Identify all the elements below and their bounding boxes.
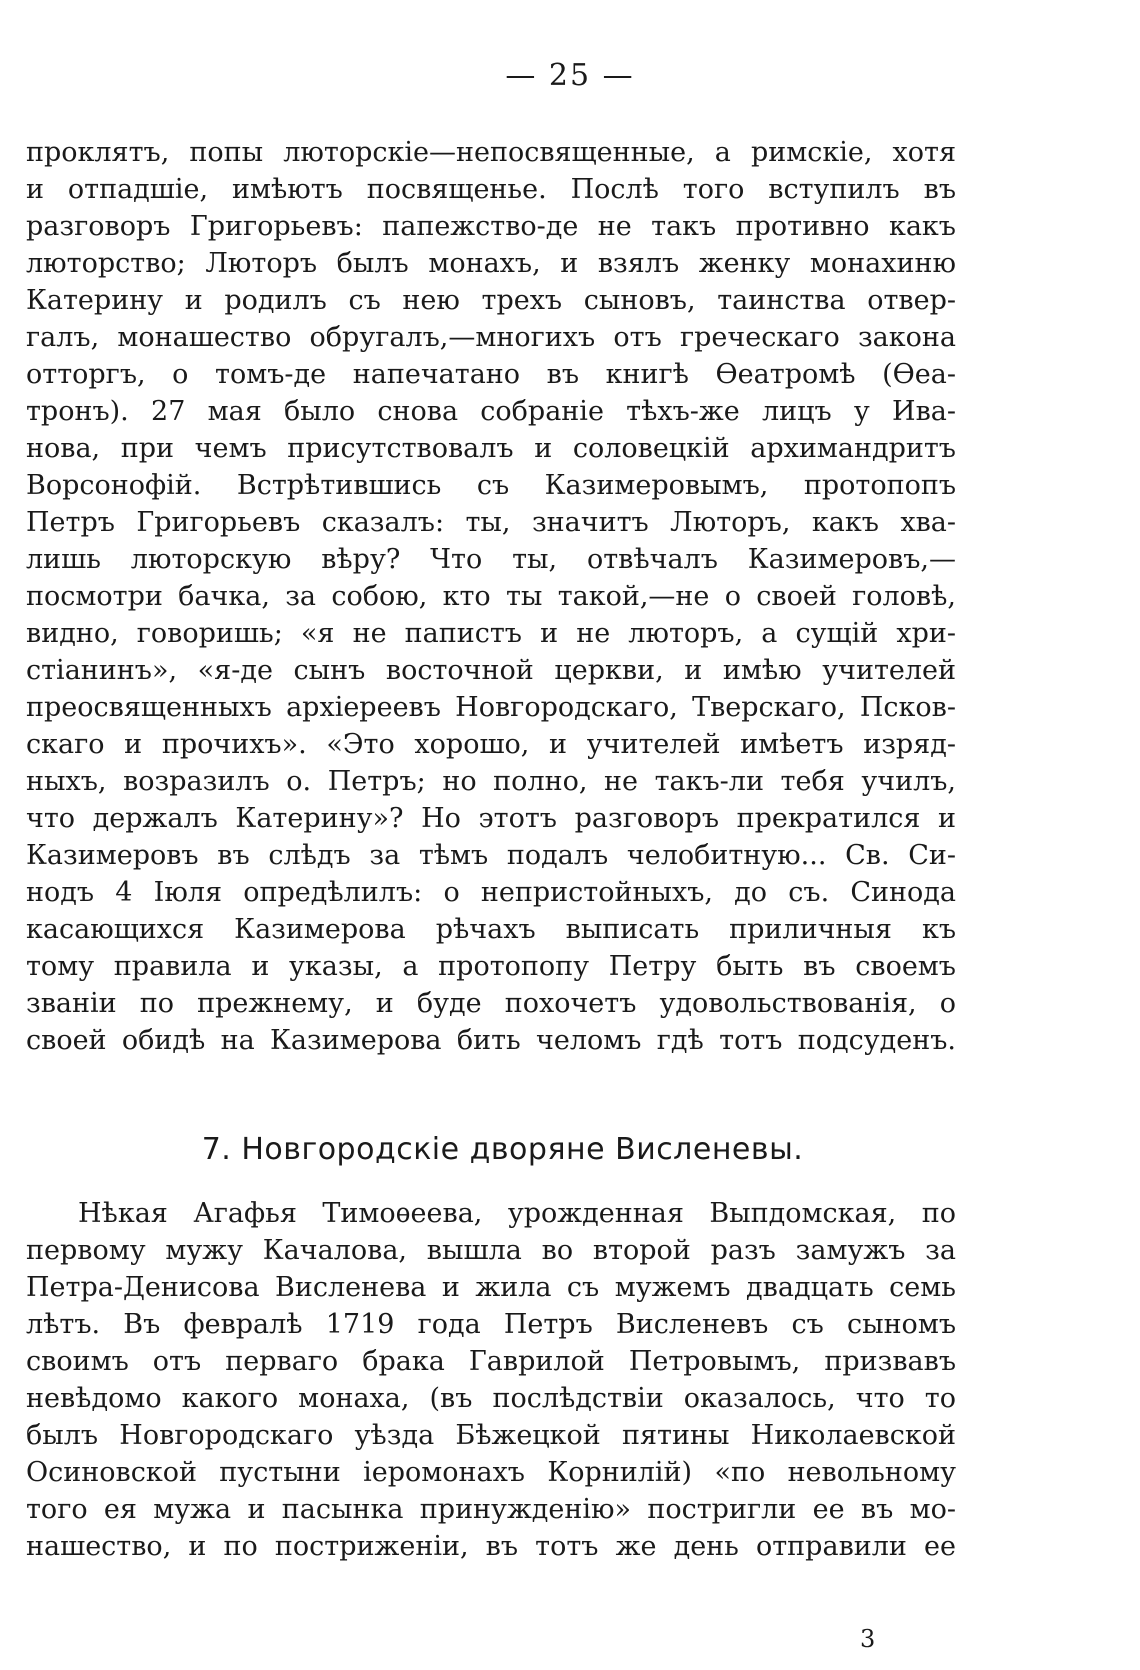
text-line: видно, говоришь; «я не папистъ и не люторъ, а сущій хри- — [26, 618, 956, 649]
text-line: касающихся Казимерова рѣчахъ выписать приличныя къ — [26, 914, 956, 945]
text-line: нодъ 4 Іюля опредѣлилъ: о непристойныхъ, до съ. Синода — [26, 877, 956, 908]
text-line: и отпадшіе, имѣютъ посвященье. Послѣ того вступилъ въ — [26, 174, 956, 205]
text-line: Казимеровъ въ слѣдъ за тѣмъ подалъ челобитную... Св. Си- — [26, 840, 956, 871]
text-line: отторгъ, о томъ-де напечатано въ книгѣ Ѳеатромѣ (Ѳеа- — [26, 359, 956, 390]
text-line: былъ Новгородскаго уѣзда Бѣжецкой пятины Николаевской — [26, 1420, 956, 1451]
text-line: Осиновской пустыни іеромонахъ Корнилій) «по невольному — [26, 1457, 956, 1488]
text-line: нова, при чемъ присутствовалъ и соловецкій архимандритъ — [26, 433, 956, 464]
text-line: Нѣкая Агафья Тимоѳеева, урожденная Выпдомская, по — [78, 1198, 956, 1229]
text-line: люторство; Люторъ былъ монахъ, и взялъ женку монахиню — [26, 248, 956, 279]
text-line: посмотри бачка, за собою, кто ты такой,—не о своей головѣ, — [26, 581, 956, 612]
text-line: званіи по прежнему, и буде похочетъ удовольствованія, о — [26, 988, 956, 1019]
section-heading: 7. Новгородскіе дворяне Висленевы. — [201, 1132, 804, 1167]
text-line: тронъ). 27 мая было снова собраніе тѣхъ-же лицъ у Ива- — [26, 396, 956, 427]
text-line: Катерину и родилъ съ нею трехъ сыновъ, таинства отвер- — [26, 285, 956, 316]
text-line: разговоръ Григорьевъ: папежство-де не такъ противно какъ — [26, 211, 956, 242]
text-line: тому правила и указы, а протопопу Петру быть въ своемъ — [26, 951, 956, 982]
text-line: что держалъ Катерину»? Но этотъ разговоръ прекратился и — [26, 803, 956, 834]
text-line: ныхъ, возразилъ о. Петръ; но полно, не такъ-ли тебя училъ, — [26, 766, 956, 797]
text-line: скаго и прочихъ». «Это хорошо, и учителей имѣетъ изряд- — [26, 729, 956, 760]
text-line: лѣтъ. Въ февралѣ 1719 года Петръ Висленевъ съ сыномъ — [26, 1309, 956, 1340]
paragraph-section-7 — [26, 1195, 956, 1565]
page-number: — 25 — — [505, 58, 635, 93]
text-line: лишь люторскую вѣру? Что ты, отвѣчалъ Казимеровъ,— — [26, 544, 956, 575]
text-line: проклятъ, попы люторскіе—непосвященные, а римскіе, хотя — [26, 137, 956, 168]
text-line: Петръ Григорьевъ сказалъ: ты, значитъ Люторъ, какъ хва- — [26, 507, 956, 538]
text-line: того ея мужа и пасынка принужденію» постригли ее въ мо- — [26, 1494, 956, 1525]
text-line: невѣдомо какого монаха, (въ послѣдствіи оказалось, что то — [26, 1383, 956, 1414]
text-line: своей обидѣ на Казимерова бить челомъ гдѣ тотъ подсуденъ. — [26, 1025, 956, 1056]
text-line: своимъ отъ перваго брака Гаврилой Петровымъ, призвавъ — [26, 1346, 956, 1377]
text-line: галъ, монашество обругалъ,—многихъ отъ греческаго закона — [26, 322, 956, 353]
text-line: преосвященныхъ архіереевъ Новгородскаго, Тверскаго, Псков- — [26, 692, 956, 723]
signature-mark: 3 — [860, 1625, 876, 1653]
text-line: нашество, и по постриженіи, въ тотъ же день отправили ее — [26, 1531, 956, 1562]
paragraph-continuation — [26, 134, 956, 1059]
text-line: Петра-Денисова Висленева и жила съ мужемъ двадцать семь — [26, 1272, 956, 1303]
text-line: стіанинъ», «я-де сынъ восточной церкви, и имѣю учителей — [26, 655, 956, 686]
text-line: первому мужу Качалова, вышла во второй разъ замужъ за — [26, 1235, 956, 1266]
text-line: Ворсонофій. Встрѣтившись съ Казимеровымъ, протопопъ — [26, 470, 956, 501]
